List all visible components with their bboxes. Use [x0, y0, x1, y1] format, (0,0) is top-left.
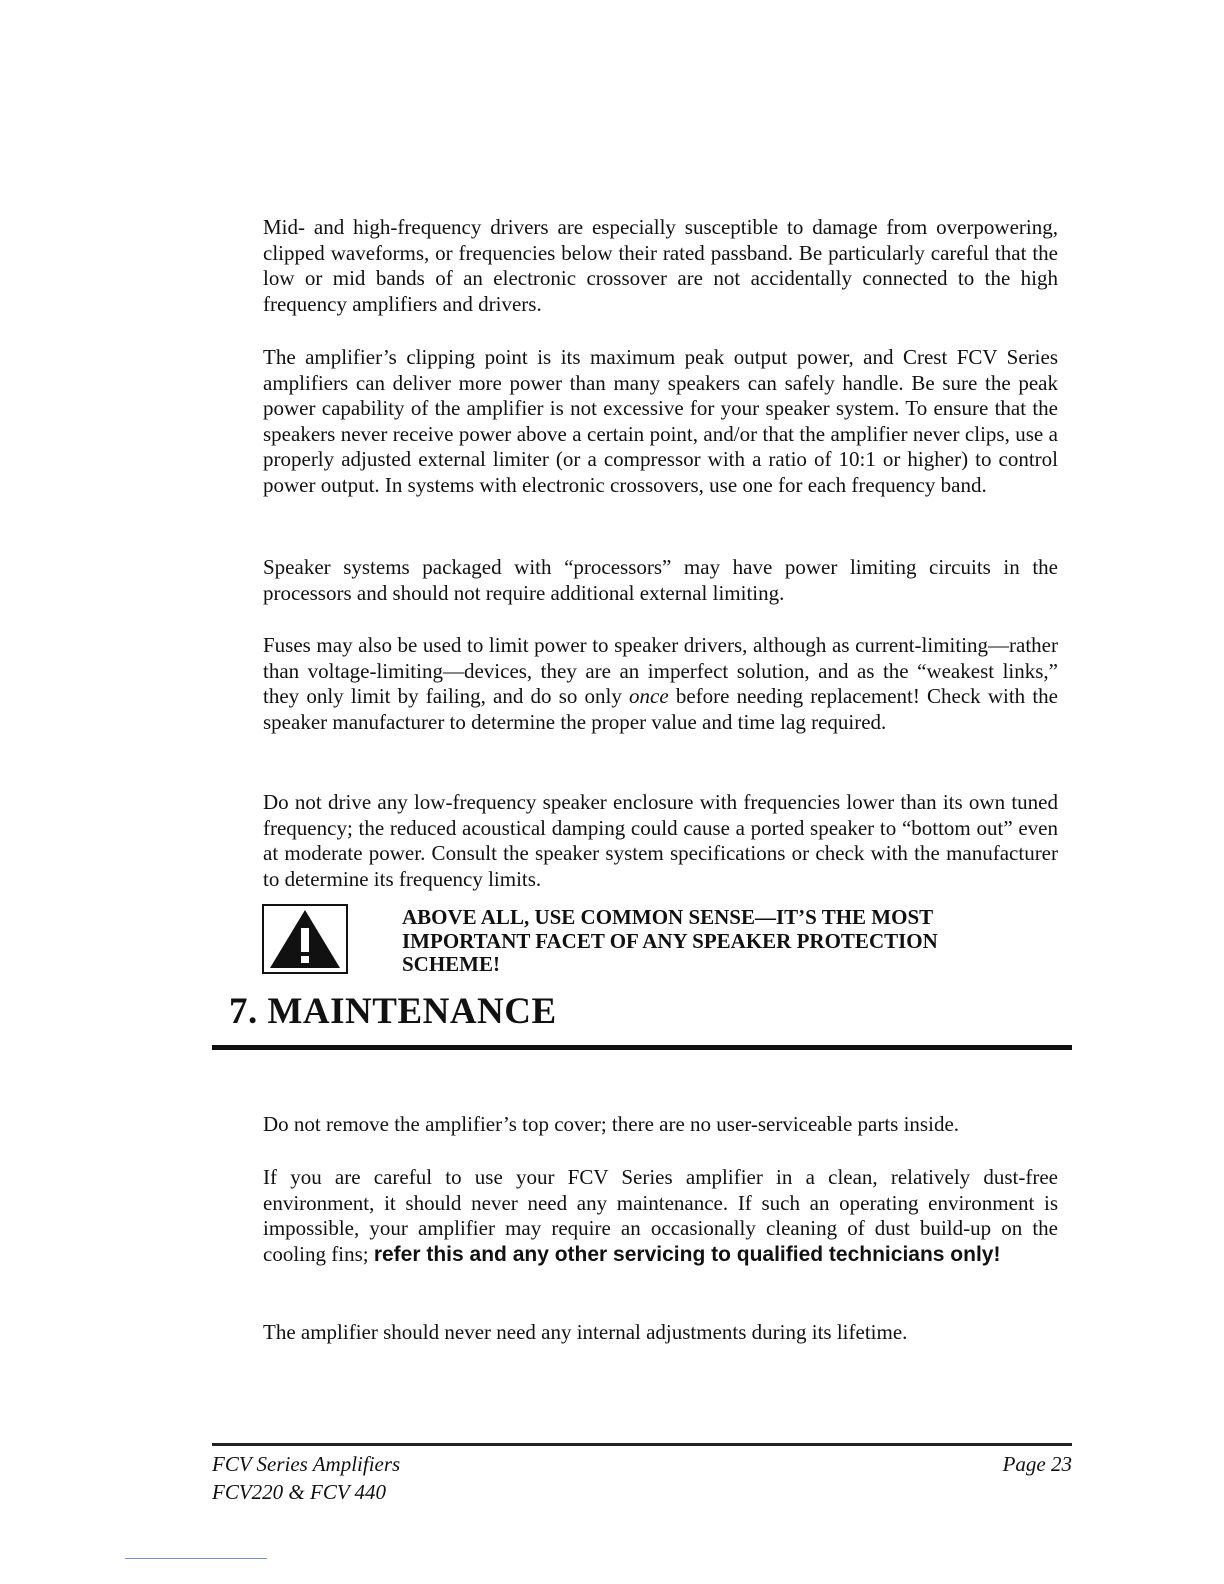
scan-mark: [125, 1558, 267, 1559]
section-divider: [212, 1045, 1072, 1050]
footer-series: FCV Series Amplifiers: [212, 1452, 401, 1476]
paragraph-drivers: Mid- and high-frequency drivers are especially susceptible to damage from overpowering, clipped waveforms, or frequencies below their rated passband. Be particularly careful that the low or mid bands of an electronic crossover are not accidentally connected to the high frequency amplifiers and drivers.: [263, 215, 1058, 316]
section-title: 7. MAINTENANCE: [229, 991, 557, 1032]
footer-divider: [212, 1443, 1072, 1446]
paragraph-fuses: [263, 633, 1058, 735]
fuses-text-b: before needing replacement! Check with the speaker manufacturer to determine the proper value and time lag required.: [263, 684, 1058, 734]
paragraph-adjustments: The amplifier should never need any internal adjustments during its lifetime.: [263, 1320, 908, 1344]
footer-product: [212, 1450, 400, 1506]
paragraph-low-frequency: Do not drive any low-frequency speaker enclosure with frequencies lower than its own tuned frequency; the reduced acoustical damping could cause a ported speaker to “bottom out” even at moderate power. Consult the speaker system specifications or check with the manufacturer to determine its frequency limits.: [263, 790, 1058, 891]
paragraph-top-cover: Do not remove the amplifier’s top cover; there are no user-serviceable parts inside.: [263, 1112, 960, 1136]
warning-text: ABOVE ALL, USE COMMON SENSE—IT’S THE MOST IMPORTANT FACET OF ANY SPEAKER PROTECTION SCHEME!: [402, 905, 938, 976]
paragraph-processors: Speaker systems packaged with “processors” may have power limiting circuits in the processors and should not require additional external limiting.: [263, 555, 1058, 605]
fuses-emphasis: once: [629, 684, 669, 708]
paragraph-maintenance: [263, 1165, 1058, 1267]
warning-triangle-icon: [264, 906, 346, 972]
fuses-text-a: Fuses may also be used to limit power to speaker drivers, although as current-limiting—rather than voltage-limiting—devices, they are an imperfect solution, and as the “weakest links,” they only limit by failing, and do so only: [263, 633, 1058, 708]
warning-icon-box: [262, 904, 348, 974]
maintenance-text: If you are careful to use your FCV Series amplifier in a clean, relatively dust-free environment, it should never need any maintenance. If such an operating environment is impossible, your amplifier may require an occasionally cleaning of dust build-up on the cooling fins;: [263, 1165, 1058, 1266]
page-number: Page 23: [1002, 1452, 1072, 1476]
paragraph-clipping: The amplifier’s clipping point is its maximum peak output power, and Crest FCV Series amplifiers can deliver more power than many speakers can safely handle. Be sure the peak power capability of the amplifier is not excessive for your speaker system. To ensure that the speakers never receive power above a certain point, and/or that the amplifier never clips, use a properly adjusted external limiter (or a compressor with a ratio of 10:1 or higher) to control power output. In systems with electronic crossovers, use one for each frequency band.: [263, 345, 1058, 497]
maintenance-bold-text: refer this and any other servicing to qualified technicians only!: [373, 1242, 1001, 1266]
footer-models: FCV220 & FCV 440: [212, 1480, 387, 1504]
